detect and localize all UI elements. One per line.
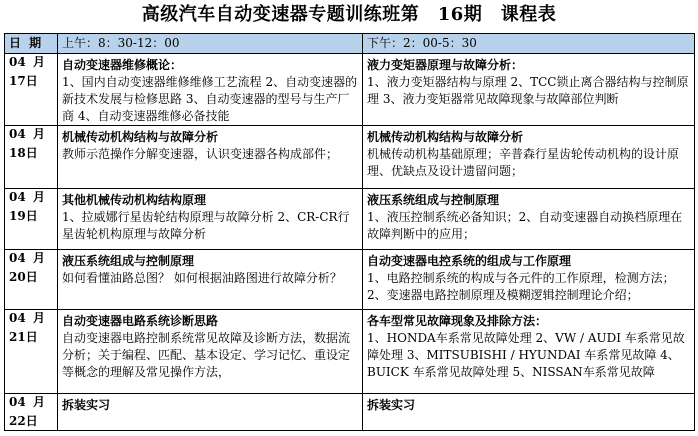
date-month-unit: 月: [32, 190, 45, 204]
date-cell: [5, 394, 58, 431]
date-month: 04: [9, 395, 26, 409]
afternoon-cell: [363, 394, 695, 431]
date-month-unit: 月: [32, 127, 45, 141]
date-month: 04: [9, 311, 26, 325]
morning-cell: [58, 250, 363, 310]
table-row: [5, 126, 695, 189]
table-row: [5, 54, 695, 126]
morning-description: 教师示范操作分解变速器，认识变速器各构成部件；: [62, 147, 339, 161]
afternoon-cell: [363, 54, 695, 126]
table-row: [5, 310, 695, 394]
date-cell: [5, 126, 58, 189]
afternoon-cell: [363, 310, 695, 394]
afternoon-description: 1、液压控制系统必备知识；2、自动变速器自动换档原理在故障判断中的应用；: [367, 210, 683, 241]
header-afternoon: 下午：2：00-5：30: [363, 34, 695, 54]
afternoon-description: 1、液力变矩器结构与原理 2、TCC锁止离合器结构与控制原理 3、液力变矩器常见故障现象与故障部位判断: [367, 75, 689, 106]
table-row: [5, 189, 695, 250]
date-cell: [5, 54, 58, 126]
morning-description: 1、国内自动变速器维修维修工艺流程 2、自动变速器的新技术发展与检修思路 3、自动变速器的型号与生产厂商 4、自动变速器维修必备技能: [62, 75, 358, 123]
date-cell: [5, 189, 58, 250]
afternoon-cell: [363, 189, 695, 250]
table-row: [5, 250, 695, 310]
afternoon-cell: [363, 250, 695, 310]
date-month-unit: 月: [32, 251, 45, 265]
morning-description: 如何看懂油路总图？ 如何根据油路图进行故障分析？: [62, 271, 342, 285]
morning-topic: 机械传动机构结构与故障分析: [62, 130, 219, 144]
date-day: 19日: [9, 209, 38, 223]
schedule-table: [4, 33, 695, 431]
date-cell: [5, 250, 58, 310]
afternoon-topic: 液力变矩器原理与故障分析：: [367, 58, 524, 72]
page-title: 高级汽车自动变速器专题训练班第 16期 课程表: [141, 4, 557, 25]
afternoon-cell: [363, 126, 695, 189]
morning-cell: [58, 310, 363, 394]
morning-topic: 其他机械传动机构结构原理: [62, 193, 207, 207]
date-month: 04: [9, 251, 26, 265]
afternoon-topic: 拆装实习: [367, 398, 416, 412]
morning-topic: 自动变速器电路系统诊断思路: [62, 314, 219, 328]
morning-description: 1、拉威娜行星齿轮结构原理与故障分析 2、CR-CR行星齿轮机构原理与故障分析: [62, 210, 350, 241]
morning-topic: 液压系统组成与控制原理: [62, 254, 195, 268]
morning-cell: [58, 189, 363, 250]
date-day: 20日: [9, 270, 38, 284]
table-header-row: [5, 34, 695, 54]
afternoon-topic: 液压系统组成与控制原理: [367, 193, 500, 207]
date-month-unit: 月: [32, 395, 45, 409]
afternoon-description: 机械传动机构基础原理；辛普森行星齿轮传动机构的设计原理、优缺点及设计遗留问题；: [367, 147, 680, 178]
date-day: 17日: [9, 74, 38, 88]
date-day: 18日: [9, 146, 38, 160]
date-month: 04: [9, 127, 26, 141]
morning-cell: [58, 126, 363, 189]
header-morning: 上午：8：30-12：00: [58, 34, 363, 54]
date-month-unit: 月: [32, 55, 45, 69]
morning-topic: 拆装实习: [62, 398, 111, 412]
afternoon-topic: 各车型常见故障现象及排除方法：: [367, 314, 548, 328]
date-month: 04: [9, 190, 26, 204]
date-month: 04: [9, 55, 26, 69]
afternoon-description: 1、电路控制系统的构成与各元件的工作原理，检测方法；2、变速器电路控制原理及模糊逻辑控制理论介绍；: [367, 271, 675, 302]
morning-cell: [58, 394, 363, 431]
header-date: 日 期: [5, 34, 58, 54]
date-day: 22日: [9, 414, 38, 428]
afternoon-topic: 机械传动机构结构与故障分析: [367, 130, 524, 144]
table-row: [5, 394, 695, 431]
afternoon-topic: 自动变速器电控系统的组成与工作原理: [367, 254, 572, 268]
morning-description: 自动变速器电路控制系统常见故障及诊断方法，数据流分析；关于编程、匹配、基本设定、学习记忆、重设定等概念的理解及常见操作方法，: [62, 331, 351, 379]
date-cell: [5, 310, 58, 394]
date-day: 21日: [9, 330, 38, 344]
morning-cell: [58, 54, 363, 126]
afternoon-description: 1、HONDA车系常见故障处理 2、VW / AUDI 车系常见故障处理 3、MITSUBISHI / HYUNDAI 车系常见故障 4、BUICK 车系常见故障处理 5、NISSAN车系常见故障: [367, 331, 685, 379]
morning-topic: 自动变速器维修概论：: [62, 58, 183, 72]
date-month-unit: 月: [32, 311, 45, 325]
